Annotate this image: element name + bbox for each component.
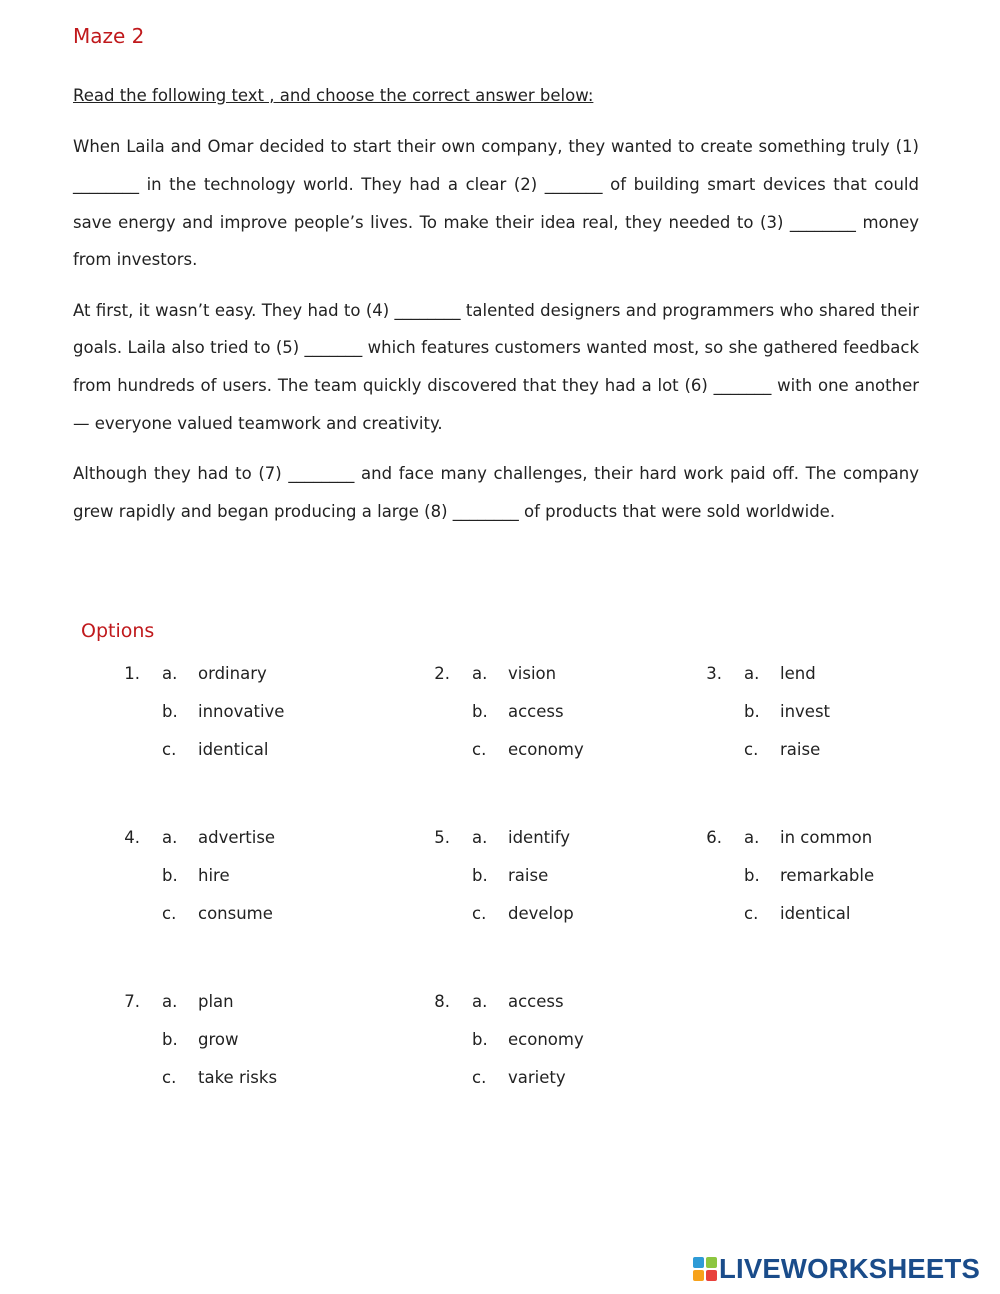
option-text: economy [508, 1030, 584, 1049]
question-number: 2. [434, 664, 450, 683]
passage-paragraph-1: When Laila and Omar decided to start their own company, they wanted to create something truly (1) ________ in the technology world. They had a clear (2) _______ of building smart devices that could save energy and improve people’s lives. To make their idea real, they needed to (3) ________ money from investors. [73, 137, 919, 270]
option-text: variety [508, 1068, 566, 1087]
question-number: 8. [434, 992, 450, 1011]
instructions: Read the following text , and choose the correct answer below: [73, 86, 594, 105]
option-letter: a. [472, 664, 488, 683]
option-letter: c. [744, 904, 759, 923]
question-number: 6. [706, 828, 722, 847]
option-text: identify [508, 828, 571, 847]
option-text: access [508, 702, 564, 721]
option-text: innovative [198, 702, 285, 721]
option-letter: a. [162, 664, 178, 683]
option-text: raise [780, 740, 821, 759]
question-number: 3. [706, 664, 722, 683]
option-letter: b. [472, 702, 488, 721]
option-letter: c. [472, 904, 487, 923]
question-number: 1. [124, 664, 140, 683]
question-number: 4. [124, 828, 140, 847]
option-letter: a. [472, 828, 488, 847]
option-letter: b. [162, 702, 178, 721]
option-letter: c. [162, 904, 177, 923]
option-text: ordinary [198, 664, 267, 683]
question-number: 5. [434, 828, 450, 847]
option-letter: a. [162, 992, 178, 1011]
option-letter: b. [472, 866, 488, 885]
reading-passage [73, 128, 919, 543]
option-text: take risks [198, 1068, 278, 1087]
option-letter: b. [162, 866, 178, 885]
option-text: identical [198, 740, 269, 759]
option-text: develop [508, 904, 574, 923]
option-letter: c. [162, 740, 177, 759]
passage-paragraph-3: Although they had to (7) ________ and face many challenges, their hard work paid off. The company grew rapidly and began producing a large (8) ________ of products that were sold worldwide. [73, 464, 919, 522]
option-text: raise [508, 866, 549, 885]
option-letter: a. [744, 664, 760, 683]
option-text: advertise [198, 828, 276, 847]
option-text: plan [198, 992, 234, 1011]
options-heading: Options [81, 620, 155, 642]
option-text: economy [508, 740, 584, 759]
option-text: remarkable [780, 866, 875, 885]
option-text: grow [198, 1030, 239, 1049]
option-letter: a. [744, 828, 760, 847]
option-letter: c. [162, 1068, 177, 1087]
option-text: consume [198, 904, 273, 923]
option-text: access [508, 992, 564, 1011]
option-letter: c. [472, 740, 487, 759]
passage-paragraph-2: At first, it wasn’t easy. They had to (4) ________ talented designers and programmers who shared their goals. Laila also tried to (5) _______ which features customers wanted most, so she gathered feedback from hundreds of users. The team quickly discovered that they had a lot (6) _______ with one another — everyone valued teamwork and creativity. [73, 300, 919, 434]
option-letter: b. [162, 1030, 178, 1049]
liveworksheets-logo-icon [693, 1257, 717, 1281]
option-text: hire [198, 866, 230, 885]
option-letter: c. [472, 1068, 487, 1087]
liveworksheets-logo[interactable] [693, 1252, 989, 1286]
option-letter: c. [744, 740, 759, 759]
question-number: 7. [124, 992, 140, 1011]
option-letter: b. [744, 866, 760, 885]
option-letter: b. [472, 1030, 488, 1049]
option-text: vision [508, 664, 557, 683]
option-text: in common [780, 828, 873, 847]
option-text: lend [780, 664, 816, 683]
option-text: identical [780, 904, 851, 923]
option-letter: a. [472, 992, 488, 1011]
option-letter: a. [162, 828, 178, 847]
logo-text: LIVEWORKSHEETS [719, 1253, 981, 1284]
option-text: invest [780, 702, 831, 721]
page-title: Maze 2 [73, 24, 145, 48]
option-letter: b. [744, 702, 760, 721]
